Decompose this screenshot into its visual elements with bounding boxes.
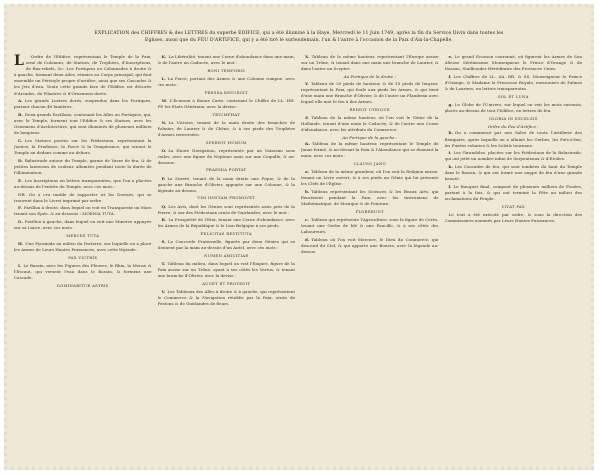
paragraph-key: E. — [18, 177, 23, 183]
explanation-paragraph — [14, 178, 152, 190]
explanation-paragraph — [301, 141, 439, 159]
explanation-paragraph — [445, 54, 583, 72]
paragraph-text: La Prospérité de l'Etat, tenant une Corne d'abondance, avec les Armes de la République & le Lion Belgique à ses pieds. — [157, 217, 295, 229]
section-title — [301, 135, 439, 141]
motto-line — [158, 140, 296, 146]
explanation-paragraph — [301, 217, 439, 235]
motto-line — [158, 68, 296, 74]
paragraph-key: b. — [305, 189, 310, 195]
paragraph-key: P. — [161, 175, 166, 181]
motto-line — [14, 233, 152, 239]
paragraph-key: Q. — [161, 203, 167, 209]
paragraph-text: Tableau du milieu, dans lequel on voit l'Empire, figure de la Paix assise sur un Trône, ayant à ses côtés les Vertus, & tenant une branche d'Olivier, avec la devise : — [157, 261, 295, 279]
explanation-paragraph — [301, 189, 439, 207]
explanation-paragraph — [158, 204, 296, 216]
paragraph-key: X. — [305, 54, 310, 59]
paragraph-text: GLORIA IN EXCELSIS — [488, 115, 538, 121]
paragraph-key: k. — [448, 164, 453, 170]
explanation-paragraph — [14, 263, 152, 281]
paragraph-key: e. — [448, 54, 453, 59]
paragraph-key: H. — [18, 240, 24, 246]
paragraph-text: NUMEN AMICITIAE — [204, 252, 249, 258]
motto-line — [445, 116, 583, 122]
explanation-paragraph — [14, 112, 152, 136]
paragraph-key: T. — [161, 261, 166, 267]
paragraph-text: FLOREBUNT — [355, 208, 384, 214]
explanation-paragraph — [301, 169, 439, 187]
paragraph-text: Une Pyramide au milieu du Parterre, sur laquelle on a placé les Armes de Leurs Hautes Puissances, avec cette légende : — [14, 240, 152, 253]
explanation-paragraph — [301, 115, 439, 133]
paragraph-key: D. — [18, 157, 23, 163]
paragraph-key: L. — [161, 75, 166, 81]
explanation-paragraph — [14, 192, 152, 204]
paragraph-text: Deux grands Pavillons, contenant les Alles ou Portiques, qui, avec le Temple, forment tout l'Edifice & ses Statues, avec les Ornemens d'Architecture, qui sont illuminés de plusieurs milliers de lampions. — [14, 112, 152, 136]
paragraph-text: 'Ordre de l'Edifice, représentant le Temple de la Paix, orné de Colonnes, de Statues, de Trophées, d'Inscriptions, de Bas-reliefs, &c. Les Portiques ou Colonnades à droite & à gauche, formant deux Ailes, réunies au Corps principal, qui font ensemble un Péristyle propre d'artifice, ainsi que ses Cascades & les Jets d'eau. Toute cette grande face de l'Edifice est décorée d'Arcades, de Pilastres & d'Ornemens dorés. — [14, 54, 152, 96]
explanation-paragraph — [158, 54, 296, 66]
paragraph-key: f. — [448, 73, 452, 79]
paragraph-key: M. — [161, 97, 168, 103]
paragraph-text: La Sureté, tenant de la main droite une Pique, & de la gauche une Branche d'Olivier, appuyée sur une Colonne, & la légende au-dessus. — [157, 175, 295, 193]
paragraph-text: La Libéralité, tenant une Corne d'abondance dans une main, & de l'autre un Caducée, avec le mot : — [157, 54, 295, 66]
motto-line — [14, 283, 152, 289]
paragraph-key: R. — [161, 217, 167, 223]
document-heading — [74, 30, 524, 44]
explanation-paragraph — [158, 120, 296, 138]
motto-line — [301, 161, 439, 167]
paragraph-key: d. — [305, 236, 310, 242]
paragraph-text: La Force, portant des Armes & une Colonne rompue, avec ces mots : — [157, 75, 295, 87]
motto-line — [301, 209, 439, 215]
motto-line — [158, 167, 296, 173]
heading-line-2: Eglises, aussi que du FEU D'ARTIFICE, qui y a été tiré le surlendemain, l'un & l'autre à l'occasion de la Paix d'Aix-la-Chapelle. — [144, 38, 453, 43]
explanation-paragraph — [158, 261, 296, 279]
paragraph-text: NB. On a cru inutile de rapporter ici les Devises, qui se trouvent dans le Livret imprimé par ordre. — [14, 191, 152, 203]
paragraph-text: Tableau de la même grandeur, où l'on voit la Religion assise, tenant un Livre ouvert, & à ses pieds un Génie qui lui présente les Clefs de l'Eglise. — [301, 169, 439, 187]
explanation-paragraph — [158, 217, 296, 229]
paragraph-text: Les Arts, dont les Génies sont représentés assis près de la Pierre, & sur des Piédestaux ornés de Guirlandes, avec le mot : — [157, 203, 295, 215]
paragraph-text: Les Girandoles, placées sur les Piédestaux de la Balustrade, qui ont jetté un nombre infini de Serpenteaux & d'Etoiles. — [444, 150, 582, 162]
paragraph-text: Tableau de la même hauteur, représentant l'Europe assise sur un Trône, & tenant dans une main une branche de Laurier, & dans l'autre un Sceptre. — [301, 54, 439, 72]
explanation-paragraph — [158, 289, 296, 307]
section-title — [445, 124, 583, 130]
explanation-paragraph — [445, 130, 583, 148]
paragraph-text: Tableau de la même hauteur, où l'on voit le Génie de la Hollande, tenant d'une main le Caducée, & de l'autre une Corne d'abondance, avec les attributs du Commerce. — [301, 114, 439, 132]
paragraph-text: La Victoire, tenant de la main droite des branches de Palmier, de Laurier & de Chêne, & à ses pieds des Trophées d'Armes renversées. — [157, 119, 295, 137]
paragraph-text: PRAEMIA PORTAT — [206, 167, 247, 173]
explanation-paragraph — [158, 148, 296, 166]
motto-line — [14, 255, 152, 261]
paragraph-text: Tableau de 20 pieds de hauteur, & de 15 pieds de largeur, représentant la Paix, qui foule aux pieds les Armes, & qui tient d'une main une Branche d'Olivier, & de l'autre un Flambeau avec lequel elle met le feu à des Armes. — [301, 80, 439, 104]
explanation-paragraph — [445, 164, 583, 182]
paragraph-key: &. — [305, 141, 311, 147]
explanation-paragraph — [445, 184, 583, 202]
explanation-paragraph — [445, 150, 583, 162]
motto-line — [158, 112, 296, 118]
paragraph-text: PRESSA RESURGIT — [204, 89, 248, 95]
paragraph-key: g. — [448, 101, 453, 107]
paragraph-text: L'Ecusson à Bonne Carte, contenant le Chiffre de LL. HH. PP. les Etats Généraux, avec la devise : — [157, 97, 295, 109]
text-column-3 — [301, 54, 439, 462]
motto-line — [158, 281, 296, 287]
heading-line-1: EXPLICATION des CHIFFRES & des LETTRES du superbe EDIFICE, qui a été illuminé à la Haye, Mercredi le 11 Juin 1749, après la fin du Service Divin dans toutes les — [94, 31, 504, 36]
explanation-paragraph — [14, 241, 152, 253]
motto-line — [301, 107, 439, 113]
paragraph-text: CLAUSO JANO — [353, 161, 386, 167]
deckled-edge-left — [4, 4, 7, 470]
paragraph-text: DOMINABITUR ASTRIS — [56, 282, 109, 288]
motto-line — [158, 231, 296, 237]
drop-cap: L — [14, 54, 24, 69]
explanation-paragraph — [158, 176, 296, 194]
paragraph-key: N. — [161, 119, 167, 125]
explanation-paragraph — [158, 239, 296, 251]
paragraph-key: Z. — [305, 114, 310, 120]
paragraph-key: I. — [18, 262, 22, 268]
paragraph-key: S. — [161, 239, 166, 245]
paragraph-text: Tableau de la même hauteur, représentant le Temple de Janus fermé, & au-devant la Paix & l'Abondance qui se donnent la main, avec ces mots : — [301, 141, 439, 159]
motto-line — [158, 253, 296, 259]
paragraph-key: C. — [18, 138, 23, 143]
text-column-4 — [445, 54, 583, 462]
paragraph-key: F. — [18, 205, 22, 211]
paragraph-key: a. — [305, 169, 310, 175]
paragraph-text: BONI TEMPORIS — [207, 67, 246, 73]
paragraph-text: Tableau représentant les Sciences & les Beaux Arts, qui fleurissent pendant la Paix, avec les instrumens de Mathématique, de Musique & de Peinture. — [301, 189, 439, 207]
explanation-paragraph — [14, 219, 152, 231]
paragraph-text: Les Cascades de feu, qui sont tombées du haut du Temple dans le Bassin, & qui ont formé une nappe de feu d'une grande beauté. — [444, 164, 582, 182]
explanation-paragraph — [158, 76, 296, 88]
paragraph-text: Les Statues posées sur les Piédestaux, représentant la Justice, la Prudence, la Force & la Tempérance, qui ornent le Temple au dedans comme au dehors. — [14, 138, 152, 156]
paragraph-text: Ordre du Feu d'Artifice : — [487, 123, 539, 129]
paragraph-key: l. — [448, 183, 452, 189]
paragraph-text: Le Globe de l'Univers, sur lequel on voit les mots suivants, placés au-dessus de tout l'Edifice, en lettres de feu. — [444, 101, 582, 113]
explanation-paragraph — [445, 102, 583, 114]
paragraph-text: Pavillon à droite, dans lequel on voit en Transparent un Mars tenant son Epée, & au-dessous : MOENIA TUTA. — [14, 205, 152, 217]
motto-line — [445, 94, 583, 100]
motto-line — [158, 90, 296, 96]
paragraph-text: SOL ET LUNA — [497, 93, 529, 99]
paragraph-text: MERCES TUTA — [66, 232, 100, 238]
paragraph-text: On a commencé par une Salve de toute l'Artillerie des Remparts, après laquelle on a allumé les Gerbes, les Pots-à-feu, les Fusées volantes & les Soleils tournans. — [444, 130, 582, 148]
explanation-paragraph — [14, 98, 152, 110]
paragraph-key: G. — [18, 219, 23, 225]
paragraph-key: A. — [18, 98, 23, 104]
paragraph-text: Balustrade autour du Temple, garnie de Vases de feu, & de petites lanternes de couleur, allumées pendant toute la durée de l'illumination. — [14, 157, 152, 176]
explanation-paragraph — [301, 237, 439, 255]
paragraph-text: Les Chiffres de LL. AA. RR. & SS. Monseigneur le Prince d'Orange, & Madame la Princesse Royale, environnés de Palmes & de Lauriers, en lettres transparentes. — [444, 73, 582, 92]
paragraph-text: FELICITAS RESTITUTA — [200, 231, 252, 237]
paragraph-key: K. — [161, 54, 167, 59]
paragraph-text: La Haute Navigation, représentée par un Vaisseau sous voiles, avec une figure de Neptune assis sur une Coquille, & au-dessous : — [157, 147, 295, 165]
paragraph-key: B. — [18, 112, 23, 118]
paragraph-text: VIM INSITAM PROMOVET — [197, 195, 256, 201]
deckled-edge-right — [591, 4, 594, 470]
paragraph-text: Au Portique de la gauche : — [342, 134, 398, 140]
paragraph-text: Le grand Ecusson couronné, où figurent les Armes de Son Altesse Sérénissime Monseigneur le Prince d'Orange & de Nassau, Stadhouder Héréditaire des Provinces Unies. — [444, 54, 582, 72]
explanation-paragraph — [14, 158, 152, 176]
explanation-paragraph — [14, 54, 152, 97]
paragraph-key: V. — [161, 289, 166, 295]
explanation-paragraph — [301, 54, 439, 72]
text-columns — [14, 54, 582, 462]
paragraph-text: REDDIT UTRIQUE — [349, 106, 390, 112]
paragraph-text: AUGET ET PROTEGIT — [202, 280, 251, 286]
paragraph-text: Le Bassin, avec les Figures des Fleuves, le Rhin, la Meuse & l'Escaut, qui versent l'eau dans le Bassin, & forment une Cascade. — [14, 262, 152, 281]
paragraph-text: Tableau qui représente l'Agriculture, sous la figure de Cérès, tenant une Gerbe de blé & une Faucille, & à ses côtés des Laboureurs. — [301, 217, 439, 235]
motto-line — [158, 195, 296, 201]
deckled-edge-bottom — [4, 467, 594, 470]
explanation-paragraph — [445, 74, 583, 92]
paragraph-key: Y. — [305, 80, 309, 86]
paragraph-text: SPERNIT HUMUM — [205, 139, 247, 145]
paragraph-text: La Concorde Fraternelle, figurée par deux Génies qui se tiennent par la main au-dessus d'un Autel, avec ces mots : — [157, 239, 295, 251]
text-column-1 — [14, 54, 152, 462]
explanation-paragraph — [14, 205, 152, 217]
paragraph-text: Les grands Lustres dorés, suspendus dans les Portiques, portant chacun 48 lumières. — [14, 98, 152, 110]
paragraph-text: Tableau où l'on voit Mercure, le Dieu du Commerce, qui descend du Ciel, & qui apporte une Bourse, avec la légende au-dessus. — [301, 236, 439, 255]
paragraph-text: Le tout a été exécuté par ordre, & sous la direction des Commissaires nommés par Leurs Hautes Puissances. — [444, 211, 582, 223]
paragraph-text: Pavillon à gauche, dans lequel on voit une Minerve appuyée sur sa Lance, avec ces mots : — [14, 219, 152, 231]
paragraph-key: i. — [448, 150, 452, 156]
paragraph-text: PAX VICTRIX — [68, 254, 98, 260]
deckled-edge-top — [4, 4, 594, 7]
explanation-paragraph — [301, 81, 439, 105]
section-title — [301, 74, 439, 80]
paragraph-text: Le Bouquet final, composé de plusieurs milliers de Fusées, partant à la fois, & qui ont terminé la Fête au milieu des acclamations du Peuple. — [444, 183, 582, 202]
explanation-paragraph — [445, 212, 583, 224]
explanation-paragraph — [158, 98, 296, 110]
explanation-paragraph — [14, 138, 152, 156]
motto-line — [445, 204, 583, 210]
paragraph-text: VIVAT PAX — [501, 203, 525, 209]
text-column-2 — [158, 54, 296, 462]
paragraph-text: Les Inscriptions en lettres transparentes, que l'on a placées au-dessus de l'entrée du Temple, avec ces mots : — [14, 177, 152, 189]
paragraph-text: Les Tableaux des Aîles à droite & à gauche, qui représentent le Commerce & la Navigation rétablis par la Paix, ornés de Festons & de Guirlandes de fleurs. — [157, 289, 295, 307]
paragraph-key: h. — [448, 130, 453, 136]
paragraph-key: c. — [305, 217, 309, 222]
paragraph-key: O. — [161, 147, 167, 153]
paragraph-text: Au Portique de la droite : — [343, 73, 396, 79]
paragraph-text: TRIUMPHAT — [212, 111, 241, 117]
